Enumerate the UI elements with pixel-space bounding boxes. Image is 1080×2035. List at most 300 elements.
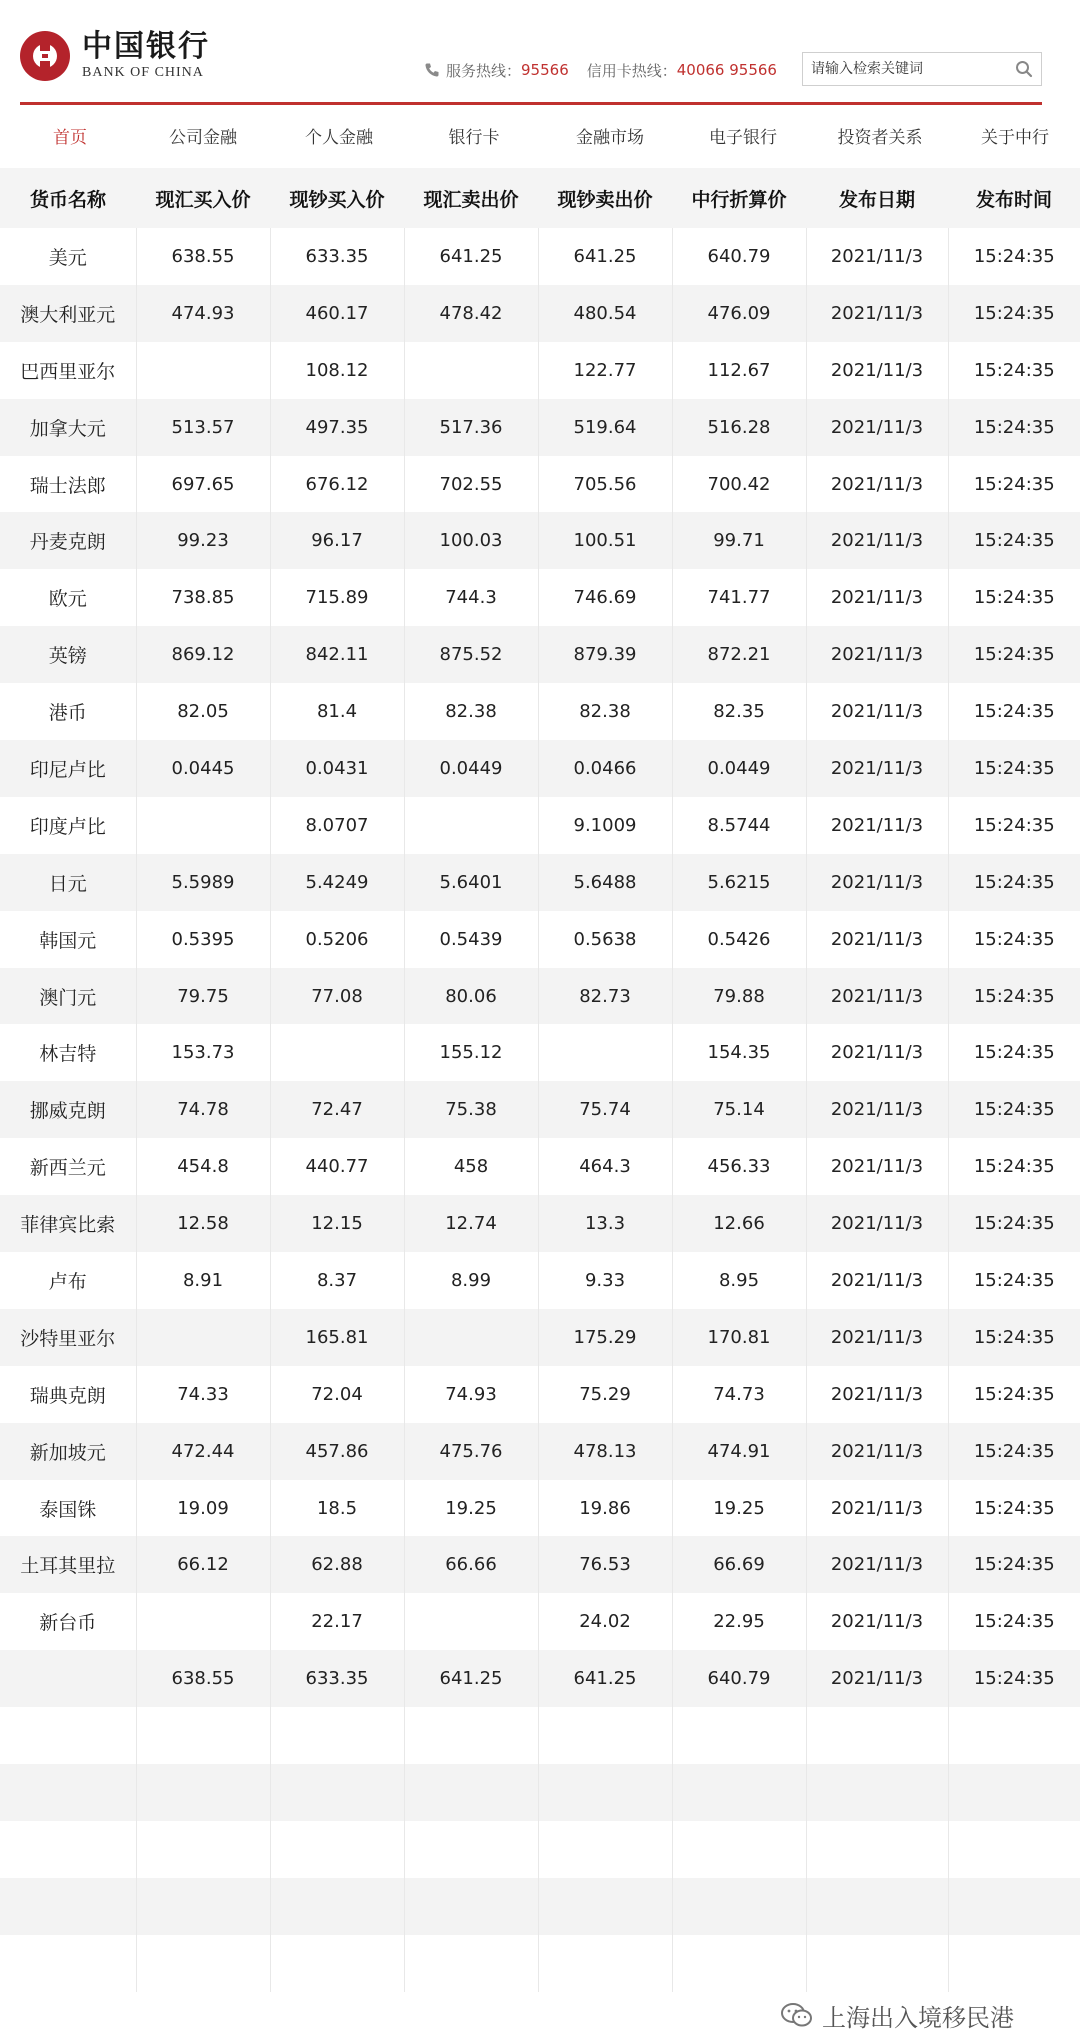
rate-cell: 744.3 xyxy=(404,569,538,626)
table-row xyxy=(0,968,1080,1025)
rate-cell xyxy=(806,1764,948,1821)
card-hotline-label: 信用卡热线： xyxy=(586,61,677,80)
rate-cell: 0.5395 xyxy=(136,911,270,968)
currency-name-cell: 澳大利亚元 xyxy=(0,285,136,342)
table-row xyxy=(0,1878,1080,1935)
exchange-rate-table xyxy=(0,168,1080,1992)
rate-cell: 2021/11/3 xyxy=(806,1650,948,1707)
header-divider xyxy=(20,102,1042,105)
rate-cell: 2021/11/3 xyxy=(806,626,948,683)
rate-cell xyxy=(136,342,270,399)
rate-cell: 2021/11/3 xyxy=(806,683,948,740)
rate-cell: 72.04 xyxy=(270,1366,404,1423)
rate-cell: 478.13 xyxy=(538,1423,672,1480)
search-input[interactable] xyxy=(803,53,1007,85)
currency-name-cell: 巴西里亚尔 xyxy=(0,342,136,399)
rate-cell xyxy=(404,797,538,854)
rate-cell xyxy=(404,1878,538,1935)
currency-name-cell: 卢布 xyxy=(0,1252,136,1309)
currency-name-cell: 英镑 xyxy=(0,626,136,683)
rate-cell: 9.33 xyxy=(538,1252,672,1309)
currency-name-cell: 瑞典克朗 xyxy=(0,1366,136,1423)
currency-name-cell xyxy=(0,1764,136,1821)
rate-cell: 475.76 xyxy=(404,1423,538,1480)
rate-cell xyxy=(270,1024,404,1081)
rate-cell: 19.25 xyxy=(672,1480,806,1537)
phone-icon xyxy=(424,62,440,78)
rate-cell xyxy=(672,1878,806,1935)
rate-cell xyxy=(136,1764,270,1821)
rate-cell: 8.37 xyxy=(270,1252,404,1309)
rate-cell: 15:24:35 xyxy=(948,1480,1080,1537)
rate-cell: 702.55 xyxy=(404,456,538,513)
search-icon[interactable] xyxy=(1007,53,1041,85)
rate-cell: 705.56 xyxy=(538,456,672,513)
rate-cell: 638.55 xyxy=(136,1650,270,1707)
currency-name-cell: 新西兰元 xyxy=(0,1138,136,1195)
rate-cell: 76.53 xyxy=(538,1536,672,1593)
column-header: 发布日期 xyxy=(806,168,948,228)
rate-cell xyxy=(136,1878,270,1935)
currency-name-cell xyxy=(0,1821,136,1878)
rate-cell xyxy=(806,1878,948,1935)
rate-cell: 875.52 xyxy=(404,626,538,683)
rate-cell: 15:24:35 xyxy=(948,512,1080,569)
rate-cell: 715.89 xyxy=(270,569,404,626)
rate-cell: 80.06 xyxy=(404,968,538,1025)
rate-cell: 19.86 xyxy=(538,1480,672,1537)
rate-cell xyxy=(538,1821,672,1878)
rate-cell: 2021/11/3 xyxy=(806,1252,948,1309)
rate-cell xyxy=(672,1707,806,1764)
rate-cell xyxy=(538,1935,672,1992)
rate-cell: 72.47 xyxy=(270,1081,404,1138)
rate-cell: 2021/11/3 xyxy=(806,1593,948,1650)
rate-cell: 153.73 xyxy=(136,1024,270,1081)
table-row xyxy=(0,1309,1080,1366)
rate-cell xyxy=(538,1764,672,1821)
rate-cell xyxy=(270,1821,404,1878)
rate-cell: 82.35 xyxy=(672,683,806,740)
currency-name-cell: 瑞士法郎 xyxy=(0,456,136,513)
rate-cell: 12.74 xyxy=(404,1195,538,1252)
column-header: 现钞买入价 xyxy=(270,168,404,228)
rate-cell: 454.8 xyxy=(136,1138,270,1195)
table-row xyxy=(0,285,1080,342)
table-row xyxy=(0,1081,1080,1138)
rate-cell: 2021/11/3 xyxy=(806,1480,948,1537)
rate-cell xyxy=(136,1821,270,1878)
rate-cell: 472.44 xyxy=(136,1423,270,1480)
column-header: 发布时间 xyxy=(948,168,1080,228)
rate-cell xyxy=(404,1309,538,1366)
currency-name-cell xyxy=(0,1650,136,1707)
rate-cell: 99.23 xyxy=(136,512,270,569)
main-nav xyxy=(0,112,1080,164)
rate-cell: 641.25 xyxy=(538,1650,672,1707)
nav-item-financial-markets[interactable]: 金融市场 xyxy=(576,128,644,148)
rate-cell: 15:24:35 xyxy=(948,626,1080,683)
rate-cell: 464.3 xyxy=(538,1138,672,1195)
rate-cell: 15:24:35 xyxy=(948,1024,1080,1081)
rate-cell: 458 xyxy=(404,1138,538,1195)
rate-cell xyxy=(270,1764,404,1821)
rate-cell: 82.38 xyxy=(538,683,672,740)
rate-cell: 0.0431 xyxy=(270,740,404,797)
table-row xyxy=(0,1423,1080,1480)
column-header: 中行折算价 xyxy=(672,168,806,228)
rate-cell: 460.17 xyxy=(270,285,404,342)
table-header-row xyxy=(0,168,1080,228)
rate-cell: 15:24:35 xyxy=(948,1309,1080,1366)
rate-cell xyxy=(948,1764,1080,1821)
rate-cell: 15:24:35 xyxy=(948,1195,1080,1252)
column-header: 现汇卖出价 xyxy=(404,168,538,228)
rate-cell xyxy=(404,1707,538,1764)
rate-cell: 154.35 xyxy=(672,1024,806,1081)
currency-name-cell xyxy=(0,1935,136,1992)
rate-cell: 15:24:35 xyxy=(948,1081,1080,1138)
rate-cell: 82.05 xyxy=(136,683,270,740)
rate-cell: 5.4249 xyxy=(270,854,404,911)
rate-cell: 15:24:35 xyxy=(948,854,1080,911)
rate-cell xyxy=(404,342,538,399)
nav-item-investor-relations[interactable]: 投资者关系 xyxy=(837,128,923,148)
rate-cell: 74.78 xyxy=(136,1081,270,1138)
table-row xyxy=(0,1024,1080,1081)
rate-cell: 0.5439 xyxy=(404,911,538,968)
rate-cell: 738.85 xyxy=(136,569,270,626)
table-row xyxy=(0,740,1080,797)
rate-cell: 2021/11/3 xyxy=(806,797,948,854)
nav-item-personal-banking[interactable]: 个人金融 xyxy=(305,128,373,148)
rate-cell xyxy=(404,1821,538,1878)
rate-cell: 676.12 xyxy=(270,456,404,513)
rate-cell: 15:24:35 xyxy=(948,228,1080,285)
column-header: 现钞卖出价 xyxy=(538,168,672,228)
rate-cell: 18.5 xyxy=(270,1480,404,1537)
table-row xyxy=(0,683,1080,740)
rate-cell: 2021/11/3 xyxy=(806,854,948,911)
rate-cell: 641.25 xyxy=(538,228,672,285)
card-hotline-number[interactable]: 40066 95566 xyxy=(676,61,777,79)
rate-cell: 15:24:35 xyxy=(948,911,1080,968)
table-row xyxy=(0,1252,1080,1309)
rate-cell: 22.95 xyxy=(672,1593,806,1650)
rate-cell xyxy=(270,1935,404,1992)
rate-cell: 641.25 xyxy=(404,1650,538,1707)
rate-cell: 2021/11/3 xyxy=(806,1536,948,1593)
rate-cell: 81.4 xyxy=(270,683,404,740)
rate-cell: 19.25 xyxy=(404,1480,538,1537)
currency-name-cell: 日元 xyxy=(0,854,136,911)
table-row xyxy=(0,854,1080,911)
currency-name-cell: 新加坡元 xyxy=(0,1423,136,1480)
rate-cell: 66.66 xyxy=(404,1536,538,1593)
rate-cell: 15:24:35 xyxy=(948,1593,1080,1650)
rate-cell xyxy=(948,1821,1080,1878)
table-body xyxy=(0,228,1080,1992)
rate-cell: 79.88 xyxy=(672,968,806,1025)
currency-name-cell: 沙特里亚尔 xyxy=(0,1309,136,1366)
search-box xyxy=(802,52,1042,86)
nav-item-home[interactable]: 首页 xyxy=(53,128,87,148)
logo-english-name: BANK OF CHINA xyxy=(82,65,204,80)
rate-cell: 15:24:35 xyxy=(948,569,1080,626)
currency-name-cell: 新台币 xyxy=(0,1593,136,1650)
rate-cell: 15:24:35 xyxy=(948,1366,1080,1423)
rate-cell: 2021/11/3 xyxy=(806,968,948,1025)
currency-name-cell: 土耳其里拉 xyxy=(0,1536,136,1593)
rate-cell: 497.35 xyxy=(270,399,404,456)
table-row xyxy=(0,1821,1080,1878)
watermark-text: 上海出入境移民港 xyxy=(822,2003,1014,2032)
column-header: 货币名称 xyxy=(0,168,136,228)
rate-cell: 0.0466 xyxy=(538,740,672,797)
table-row xyxy=(0,342,1080,399)
rate-cell: 879.39 xyxy=(538,626,672,683)
rate-cell xyxy=(538,1707,672,1764)
rate-cell: 15:24:35 xyxy=(948,797,1080,854)
rate-cell: 0.5426 xyxy=(672,911,806,968)
rate-cell: 2021/11/3 xyxy=(806,228,948,285)
table-row xyxy=(0,1138,1080,1195)
rate-cell: 13.3 xyxy=(538,1195,672,1252)
rate-cell xyxy=(806,1935,948,1992)
table-row xyxy=(0,456,1080,513)
rate-cell: 19.09 xyxy=(136,1480,270,1537)
rate-cell xyxy=(136,1935,270,1992)
bank-logo[interactable] xyxy=(20,26,240,86)
rate-cell: 456.33 xyxy=(672,1138,806,1195)
rate-cell xyxy=(136,797,270,854)
rate-cell: 15:24:35 xyxy=(948,1138,1080,1195)
rate-cell: 0.0449 xyxy=(672,740,806,797)
rate-cell: 8.91 xyxy=(136,1252,270,1309)
rate-cell: 2021/11/3 xyxy=(806,456,948,513)
rate-cell xyxy=(948,1878,1080,1935)
table-row xyxy=(0,1935,1080,1992)
rate-cell: 697.65 xyxy=(136,456,270,513)
rate-cell xyxy=(136,1309,270,1366)
rate-cell: 155.12 xyxy=(404,1024,538,1081)
table-row xyxy=(0,911,1080,968)
rate-cell: 2021/11/3 xyxy=(806,399,948,456)
rate-cell: 5.6215 xyxy=(672,854,806,911)
rate-cell: 8.95 xyxy=(672,1252,806,1309)
rate-cell: 15:24:35 xyxy=(948,1650,1080,1707)
rate-cell: 5.6488 xyxy=(538,854,672,911)
rate-cell: 82.73 xyxy=(538,968,672,1025)
nav-item-e-banking[interactable]: 电子银行 xyxy=(709,128,777,148)
rate-cell xyxy=(538,1878,672,1935)
rate-cell: 2021/11/3 xyxy=(806,569,948,626)
site-header xyxy=(0,0,1080,104)
rate-cell: 99.71 xyxy=(672,512,806,569)
rate-cell xyxy=(948,1935,1080,1992)
rate-cell: 75.38 xyxy=(404,1081,538,1138)
rate-cell: 641.25 xyxy=(404,228,538,285)
rate-cell: 474.91 xyxy=(672,1423,806,1480)
currency-name-cell: 加拿大元 xyxy=(0,399,136,456)
nav-item-about-boc[interactable]: 关于中行 xyxy=(981,128,1049,148)
currency-name-cell xyxy=(0,1707,136,1764)
rate-cell: 12.58 xyxy=(136,1195,270,1252)
rate-cell xyxy=(404,1935,538,1992)
rate-cell: 2021/11/3 xyxy=(806,285,948,342)
rate-cell: 100.51 xyxy=(538,512,672,569)
rate-cell: 15:24:35 xyxy=(948,683,1080,740)
boc-emblem-icon xyxy=(20,31,70,81)
rate-cell: 66.69 xyxy=(672,1536,806,1593)
currency-name-cell: 印度卢比 xyxy=(0,797,136,854)
table-row xyxy=(0,1536,1080,1593)
rate-cell xyxy=(672,1821,806,1878)
rate-cell xyxy=(136,1707,270,1764)
rate-cell: 74.33 xyxy=(136,1366,270,1423)
rate-cell: 517.36 xyxy=(404,399,538,456)
currency-name-cell: 美元 xyxy=(0,228,136,285)
rate-cell: 457.86 xyxy=(270,1423,404,1480)
rate-cell: 112.67 xyxy=(672,342,806,399)
rate-cell: 2021/11/3 xyxy=(806,1138,948,1195)
rate-cell: 96.17 xyxy=(270,512,404,569)
table-row xyxy=(0,399,1080,456)
rate-cell: 480.54 xyxy=(538,285,672,342)
rate-cell xyxy=(270,1878,404,1935)
rate-cell xyxy=(806,1707,948,1764)
rate-cell: 478.42 xyxy=(404,285,538,342)
rate-cell: 100.03 xyxy=(404,512,538,569)
rate-cell: 75.74 xyxy=(538,1081,672,1138)
rate-cell: 640.79 xyxy=(672,228,806,285)
table-row xyxy=(0,626,1080,683)
rate-cell: 15:24:35 xyxy=(948,342,1080,399)
rate-cell: 440.77 xyxy=(270,1138,404,1195)
rate-cell: 633.35 xyxy=(270,1650,404,1707)
rate-cell: 24.02 xyxy=(538,1593,672,1650)
rate-cell xyxy=(404,1764,538,1821)
rate-cell: 0.0445 xyxy=(136,740,270,797)
rate-cell: 638.55 xyxy=(136,228,270,285)
currency-name-cell: 港币 xyxy=(0,683,136,740)
logo-text xyxy=(82,30,210,82)
rate-cell: 513.57 xyxy=(136,399,270,456)
hotline-bar xyxy=(424,58,795,82)
rate-cell: 2021/11/3 xyxy=(806,1024,948,1081)
rate-cell: 15:24:35 xyxy=(948,399,1080,456)
rate-cell: 74.93 xyxy=(404,1366,538,1423)
rate-cell: 8.0707 xyxy=(270,797,404,854)
service-hotline-number[interactable]: 95566 xyxy=(521,61,569,79)
nav-item-bank-card[interactable]: 银行卡 xyxy=(448,128,500,148)
currency-name-cell: 菲律宾比索 xyxy=(0,1195,136,1252)
wechat-icon xyxy=(780,2002,814,2028)
currency-name-cell: 印尼卢比 xyxy=(0,740,136,797)
rate-cell: 175.29 xyxy=(538,1309,672,1366)
table-row xyxy=(0,569,1080,626)
service-hotline-label: 服务热线： xyxy=(446,61,522,80)
logo-chinese-name: 中国银行 xyxy=(82,29,210,64)
rate-cell xyxy=(672,1935,806,1992)
rate-cell: 170.81 xyxy=(672,1309,806,1366)
rate-cell xyxy=(270,1707,404,1764)
rate-cell: 8.99 xyxy=(404,1252,538,1309)
currency-name-cell: 澳门元 xyxy=(0,968,136,1025)
table-row xyxy=(0,1707,1080,1764)
rate-cell: 474.93 xyxy=(136,285,270,342)
rate-cell: 79.75 xyxy=(136,968,270,1025)
currency-name-cell xyxy=(0,1878,136,1935)
rate-cell: 62.88 xyxy=(270,1536,404,1593)
rate-cell: 633.35 xyxy=(270,228,404,285)
currency-name-cell: 欧元 xyxy=(0,569,136,626)
rate-cell: 12.66 xyxy=(672,1195,806,1252)
rate-cell: 77.08 xyxy=(270,968,404,1025)
rate-cell: 872.21 xyxy=(672,626,806,683)
rate-cell: 12.15 xyxy=(270,1195,404,1252)
rate-cell: 15:24:35 xyxy=(948,968,1080,1025)
table-row xyxy=(0,1593,1080,1650)
rate-cell: 842.11 xyxy=(270,626,404,683)
rate-cell: 75.14 xyxy=(672,1081,806,1138)
currency-name-cell: 韩国元 xyxy=(0,911,136,968)
table-row xyxy=(0,512,1080,569)
table-row xyxy=(0,1764,1080,1821)
rate-cell xyxy=(538,1024,672,1081)
rate-cell: 82.38 xyxy=(404,683,538,740)
currency-name-cell: 泰国铢 xyxy=(0,1480,136,1537)
rate-cell: 165.81 xyxy=(270,1309,404,1366)
rate-cell: 0.5206 xyxy=(270,911,404,968)
currency-name-cell: 林吉特 xyxy=(0,1024,136,1081)
rate-cell: 9.1009 xyxy=(538,797,672,854)
table-row xyxy=(0,1480,1080,1537)
rate-cell: 2021/11/3 xyxy=(806,1195,948,1252)
rate-cell: 2021/11/3 xyxy=(806,911,948,968)
rate-cell: 869.12 xyxy=(136,626,270,683)
rate-cell: 741.77 xyxy=(672,569,806,626)
rate-cell: 2021/11/3 xyxy=(806,740,948,797)
rate-cell: 15:24:35 xyxy=(948,1423,1080,1480)
column-header: 现汇买入价 xyxy=(136,168,270,228)
rate-cell: 15:24:35 xyxy=(948,1252,1080,1309)
rate-cell: 5.5989 xyxy=(136,854,270,911)
rate-cell: 15:24:35 xyxy=(948,285,1080,342)
rate-cell: 519.64 xyxy=(538,399,672,456)
rate-cell: 0.0449 xyxy=(404,740,538,797)
rate-cell: 2021/11/3 xyxy=(806,1423,948,1480)
rate-cell: 2021/11/3 xyxy=(806,1309,948,1366)
rate-cell: 640.79 xyxy=(672,1650,806,1707)
wechat-watermark xyxy=(780,2000,1014,2030)
table-row xyxy=(0,228,1080,285)
rate-cell xyxy=(948,1707,1080,1764)
currency-name-cell: 挪威克朗 xyxy=(0,1081,136,1138)
rate-cell: 122.77 xyxy=(538,342,672,399)
table-row xyxy=(0,1650,1080,1707)
rate-cell: 2021/11/3 xyxy=(806,1366,948,1423)
table-row xyxy=(0,1195,1080,1252)
rate-cell: 2021/11/3 xyxy=(806,342,948,399)
nav-item-corporate-banking[interactable]: 公司金融 xyxy=(169,128,237,148)
rate-cell: 66.12 xyxy=(136,1536,270,1593)
currency-name-cell: 丹麦克朗 xyxy=(0,512,136,569)
rate-cell xyxy=(672,1764,806,1821)
rate-cell: 746.69 xyxy=(538,569,672,626)
rate-cell: 108.12 xyxy=(270,342,404,399)
rate-cell: 2021/11/3 xyxy=(806,512,948,569)
